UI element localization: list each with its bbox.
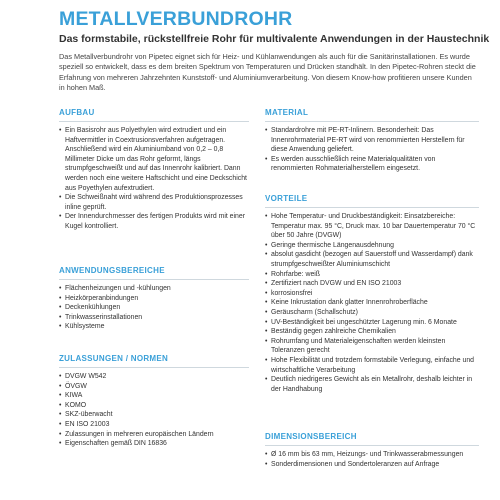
list-item: • Hohe Temperatur- und Druckbeständigkeit: Einsatzbereiche: Temperatur max. 95 °C, Druck max. 10 bar Dauertemperatur 70 °C über 50 Jahre (DVGW) <box>265 212 479 241</box>
list-item: • Beständig gegen zahlreiche Chemikalien <box>265 327 479 337</box>
list-item: • Es werden ausschließlich reine Materialqualitäten von renommierten Rohmaterialherstellern eingesetzt. <box>265 155 479 174</box>
list-item: • Kühlsysteme <box>59 322 249 332</box>
list-item: • Ein Basisrohr aus Polyethylen wird extrudiert und ein Haftvermittler in Coextrusionsverfahren aufgetragen. Anschließend wird ein Aluminiumband von 0,2 – 0,8 Millimeter Dicke um das Rohr geformt, längs strumpfgeschweißt und auf das Innenrohr kalibriert. Dann werden noch eine weitere Haftschicht und eine Deckschicht aus Poyethylen aufextrudiert. <box>59 126 249 193</box>
list-item: • Standardrohre mit PE-RT-Inlinern. Besonderheit: Das Innenrohrmaterial PE-RT wird von renommierten Herstellern für diese Anwendung geliefert. <box>265 126 479 155</box>
list-item: • Rohrumfang und Materialeigenschaften werden kleinsten Toleranzen gerecht <box>265 337 479 356</box>
list-item: • KOMO <box>59 401 249 411</box>
list-item: • Die Schweißnaht wird während des Produktionsprozesses inline geprüft. <box>59 193 249 212</box>
list-item: • Trinkwasserinstallationen <box>59 313 249 323</box>
list-item: • UV-Beständigkeit bei ungeschützter Lagerung min. 6 Monate <box>265 318 479 328</box>
list-item: • Heizkörperanbindungen <box>59 294 249 304</box>
list-item: • korrosionsfrei <box>265 289 479 299</box>
list-item: • Eigenschaften gemäß DIN 16836 <box>59 439 249 449</box>
section-aufbau <box>59 108 249 232</box>
bullet-list <box>265 212 479 394</box>
list-item: • Rohrfarbe: weiß <box>265 270 479 280</box>
list-item: • Sonderdimensionen und Sondertoleranzen auf Anfrage <box>265 460 479 470</box>
list-item: • Hohe Flexibilität und trotzdem formstabile Verlegung, einfache und wirtschaftliche Verarbeitung <box>265 356 479 375</box>
bullet-list <box>59 284 249 332</box>
section-heading: MATERIAL <box>265 108 479 122</box>
list-item: • Keine Inkrustation dank glatter Innenrohroberfläche <box>265 298 479 308</box>
bullet-list <box>265 126 479 174</box>
page-title: METALLVERBUNDROHR <box>59 8 293 30</box>
list-item: • KIWA <box>59 391 249 401</box>
bullet-list <box>59 372 249 449</box>
page-subtitle: Das formstabile, rückstellfreie Rohr für multivalente Anwendungen in der Haustechnik <box>59 33 490 45</box>
section-heading: DIMENSIONSBEREICH <box>265 432 479 446</box>
list-item: • Zulassungen in mehreren europäischen Ländern <box>59 430 249 440</box>
section-heading: ANWENDUNGSBEREICHE <box>59 266 249 280</box>
list-item: • Deutlich niedrigeres Gewicht als ein Metallrohr, deshalb leichter in der Handhabung <box>265 375 479 394</box>
bullet-list <box>265 450 479 469</box>
bullet-list <box>59 126 249 232</box>
list-item: • Deckenkühlungen <box>59 303 249 313</box>
section-heading: AUFBAU <box>59 108 249 122</box>
list-item: • Flächenheizungen und -kühlungen <box>59 284 249 294</box>
section-heading: ZULASSUNGEN / NORMEN <box>59 354 249 368</box>
list-item: • absolut gasdicht (bezogen auf Sauerstoff und Wasserdampf) dank strumpfgeschweißter Aluminiumschicht <box>265 250 479 269</box>
section-vorteile <box>265 194 479 394</box>
intro-paragraph: Das Metallverbundrohr von Pipetec eignet sich für Heiz- und Kühlanwendungen als auch für die Sanitärinstallationen. Es wurde speziell so entwickelt, dass es dem breiten Spektrum von Temperaturen und Drücken standhält. In den Pipetec-Rohren steckt die Erfahrung von mehreren Jahrzehnten Kunststoff- und Aluminiumverarbeitung. Von diesem Know-how profitieren unsere Kunden in hohen Maß. <box>59 52 476 92</box>
list-item: • Zertifiziert nach DVGW und EN ISO 21003 <box>265 279 479 289</box>
section-zulassungen <box>59 354 249 449</box>
list-item: • Ø 16 mm bis 63 mm, Heizungs- und Trinkwasserabmessungen <box>265 450 479 460</box>
section-dimensionsbereich <box>265 432 479 469</box>
list-item: • Geringe thermische Längenausdehnung <box>265 241 479 251</box>
list-item: • SKZ-überwacht <box>59 410 249 420</box>
section-material <box>265 108 479 174</box>
list-item: • Der Innendurchmesser des fertigen Produkts wird mit einer Kugel kontrolliert. <box>59 212 249 231</box>
section-anwendungsbereiche <box>59 266 249 332</box>
section-heading: VORTEILE <box>265 194 479 208</box>
list-item: • DVGW W542 <box>59 372 249 382</box>
list-item: • Geräuscharm (Schallschutz) <box>265 308 479 318</box>
list-item: • EN ISO 21003 <box>59 420 249 430</box>
list-item: • ÖVGW <box>59 382 249 392</box>
